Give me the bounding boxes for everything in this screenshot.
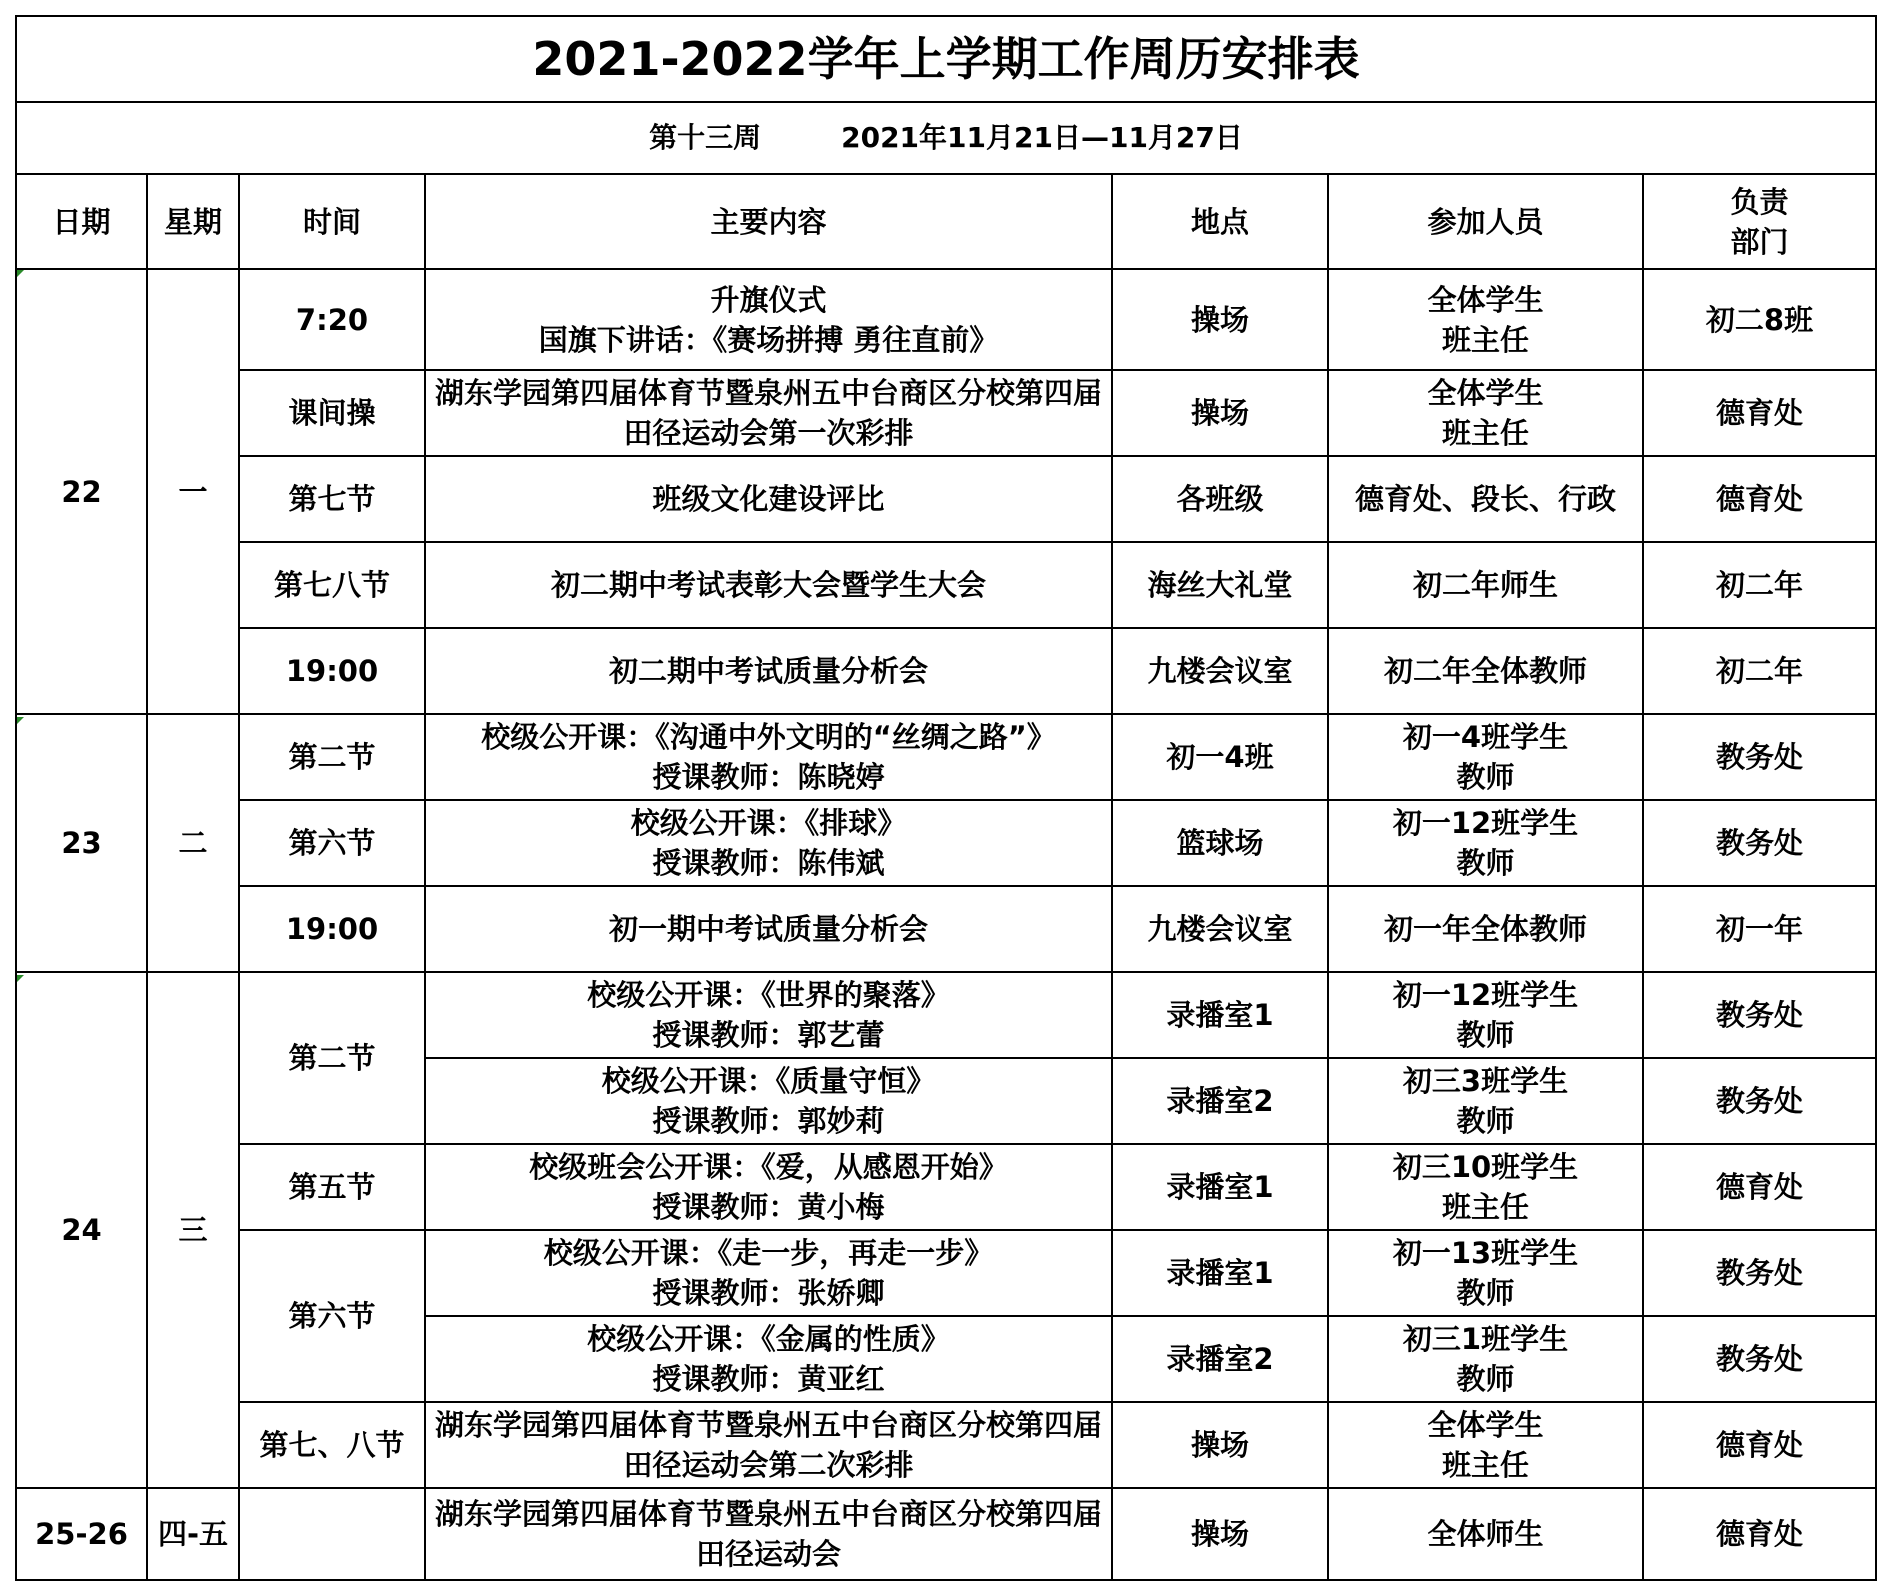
time-cell: 19:00 xyxy=(239,886,425,972)
location-cell: 各班级 xyxy=(1112,456,1328,542)
table-row xyxy=(16,1488,1876,1580)
content-cell: 校级公开课：《世界的聚落》 授课教师：郭艺蕾 xyxy=(425,972,1112,1058)
weekday-cell: 二 xyxy=(147,714,239,972)
location-cell: 海丝大礼堂 xyxy=(1112,542,1328,628)
date-cell: 23 xyxy=(16,714,147,972)
table-row xyxy=(16,370,1876,456)
content-cell: 校级公开课：《沟通中外文明的“丝绸之路”》 授课教师：陈晓婷 xyxy=(425,714,1112,800)
content-cell: 校级公开课：《金属的性质》 授课教师：黄亚红 xyxy=(425,1316,1112,1402)
location-cell: 录播室2 xyxy=(1112,1316,1328,1402)
location-cell: 操场 xyxy=(1112,1402,1328,1488)
department-cell: 德育处 xyxy=(1643,1402,1876,1488)
time-cell: 第六节 xyxy=(239,1230,425,1402)
content-cell: 初二期中考试质量分析会 xyxy=(425,628,1112,714)
participants-cell: 德育处、段长、行政 xyxy=(1328,456,1643,542)
table-row xyxy=(16,1230,1876,1316)
time-cell: 第七八节 xyxy=(239,542,425,628)
location-cell: 操场 xyxy=(1112,370,1328,456)
participants-cell: 初一4班学生 教师 xyxy=(1328,714,1643,800)
participants-cell: 全体师生 xyxy=(1328,1488,1643,1580)
time-cell: 第七、八节 xyxy=(239,1402,425,1488)
header-department: 负责 部门 xyxy=(1643,174,1876,269)
content-cell: 湖东学园第四届体育节暨泉州五中台商区分校第四届田径运动会 xyxy=(425,1488,1112,1580)
location-cell: 录播室1 xyxy=(1112,1230,1328,1316)
cell-comment-marker xyxy=(17,270,24,277)
table-row xyxy=(16,1144,1876,1230)
location-cell: 九楼会议室 xyxy=(1112,628,1328,714)
table-row xyxy=(16,886,1876,972)
header-row xyxy=(16,174,1876,269)
department-cell: 教务处 xyxy=(1643,1316,1876,1402)
location-cell: 录播室1 xyxy=(1112,1144,1328,1230)
department-cell: 初一年 xyxy=(1643,886,1876,972)
location-cell: 录播室1 xyxy=(1112,972,1328,1058)
week-subtitle xyxy=(16,102,1876,174)
table-row xyxy=(16,800,1876,886)
cell-comment-marker xyxy=(17,975,24,982)
participants-cell: 初二年全体教师 xyxy=(1328,628,1643,714)
location-cell: 录播室2 xyxy=(1112,1058,1328,1144)
content-cell: 初一期中考试质量分析会 xyxy=(425,886,1112,972)
participants-cell: 初三3班学生 教师 xyxy=(1328,1058,1643,1144)
location-cell: 操场 xyxy=(1112,1488,1328,1580)
content-cell: 班级文化建设评比 xyxy=(425,456,1112,542)
time-cell: 课间操 xyxy=(239,370,425,456)
time-cell xyxy=(239,1488,425,1580)
time-cell: 第五节 xyxy=(239,1144,425,1230)
weekday-cell: 一 xyxy=(147,269,239,714)
department-cell: 教务处 xyxy=(1643,800,1876,886)
department-cell: 教务处 xyxy=(1643,1230,1876,1316)
participants-cell: 初一12班学生 教师 xyxy=(1328,972,1643,1058)
week-label: 第十三周 xyxy=(649,121,762,154)
table-row xyxy=(16,269,1876,370)
department-cell: 德育处 xyxy=(1643,456,1876,542)
location-cell: 九楼会议室 xyxy=(1112,886,1328,972)
department-cell: 初二8班 xyxy=(1643,269,1876,370)
weekday-cell: 四-五 xyxy=(147,1488,239,1580)
table-row xyxy=(16,1402,1876,1488)
content-cell: 升旗仪式 国旗下讲话：《赛场拼搏 勇往直前》 xyxy=(425,269,1112,370)
participants-cell: 初三10班学生 班主任 xyxy=(1328,1144,1643,1230)
participants-cell: 初一年全体教师 xyxy=(1328,886,1643,972)
content-cell: 校级公开课：《排球》 授课教师：陈伟斌 xyxy=(425,800,1112,886)
content-cell: 校级班会公开课：《爱，从感恩开始》 授课教师：黄小梅 xyxy=(425,1144,1112,1230)
location-cell: 初一4班 xyxy=(1112,714,1328,800)
header-location: 地点 xyxy=(1112,174,1328,269)
participants-cell: 全体学生 班主任 xyxy=(1328,269,1643,370)
table-row xyxy=(16,542,1876,628)
department-cell: 德育处 xyxy=(1643,1488,1876,1580)
date-range: 2021年11月21日—11月27日 xyxy=(841,121,1243,154)
table-row xyxy=(16,456,1876,542)
date-cell: 24 xyxy=(16,972,147,1488)
participants-cell: 初三1班学生 教师 xyxy=(1328,1316,1643,1402)
time-cell: 第二节 xyxy=(239,972,425,1144)
time-cell: 19:00 xyxy=(239,628,425,714)
table-row xyxy=(16,714,1876,800)
department-cell: 教务处 xyxy=(1643,1058,1876,1144)
participants-cell: 初一13班学生 教师 xyxy=(1328,1230,1643,1316)
department-cell: 德育处 xyxy=(1643,1144,1876,1230)
department-cell: 德育处 xyxy=(1643,370,1876,456)
header-content: 主要内容 xyxy=(425,174,1112,269)
schedule-table xyxy=(15,15,1877,1581)
department-cell: 教务处 xyxy=(1643,714,1876,800)
location-cell: 篮球场 xyxy=(1112,800,1328,886)
date-cell: 22 xyxy=(16,269,147,714)
location-cell: 操场 xyxy=(1112,269,1328,370)
department-cell: 初二年 xyxy=(1643,628,1876,714)
time-cell: 7:20 xyxy=(239,269,425,370)
content-cell: 校级公开课：《质量守恒》 授课教师：郭妙莉 xyxy=(425,1058,1112,1144)
table-row xyxy=(16,972,1876,1058)
table-row xyxy=(16,628,1876,714)
content-cell: 湖东学园第四届体育节暨泉州五中台商区分校第四届田径运动会第一次彩排 xyxy=(425,370,1112,456)
time-cell: 第七节 xyxy=(239,456,425,542)
content-cell: 校级公开课：《走一步，再走一步》 授课教师：张娇卿 xyxy=(425,1230,1112,1316)
content-cell: 湖东学园第四届体育节暨泉州五中台商区分校第四届田径运动会第二次彩排 xyxy=(425,1402,1112,1488)
weekday-cell: 三 xyxy=(147,972,239,1488)
department-cell: 教务处 xyxy=(1643,972,1876,1058)
department-cell: 初二年 xyxy=(1643,542,1876,628)
participants-cell: 初一12班学生 教师 xyxy=(1328,800,1643,886)
cell-comment-marker xyxy=(17,717,24,724)
sheet-title: 2021-2022学年上学期工作周历安排表 xyxy=(16,16,1876,102)
participants-cell: 全体学生 班主任 xyxy=(1328,370,1643,456)
header-time: 时间 xyxy=(239,174,425,269)
content-cell: 初二期中考试表彰大会暨学生大会 xyxy=(425,542,1112,628)
header-participants: 参加人员 xyxy=(1328,174,1643,269)
time-cell: 第二节 xyxy=(239,714,425,800)
date-cell: 25-26 xyxy=(16,1488,147,1580)
participants-cell: 初二年师生 xyxy=(1328,542,1643,628)
header-weekday: 星期 xyxy=(147,174,239,269)
time-cell: 第六节 xyxy=(239,800,425,886)
header-date: 日期 xyxy=(16,174,147,269)
participants-cell: 全体学生 班主任 xyxy=(1328,1402,1643,1488)
